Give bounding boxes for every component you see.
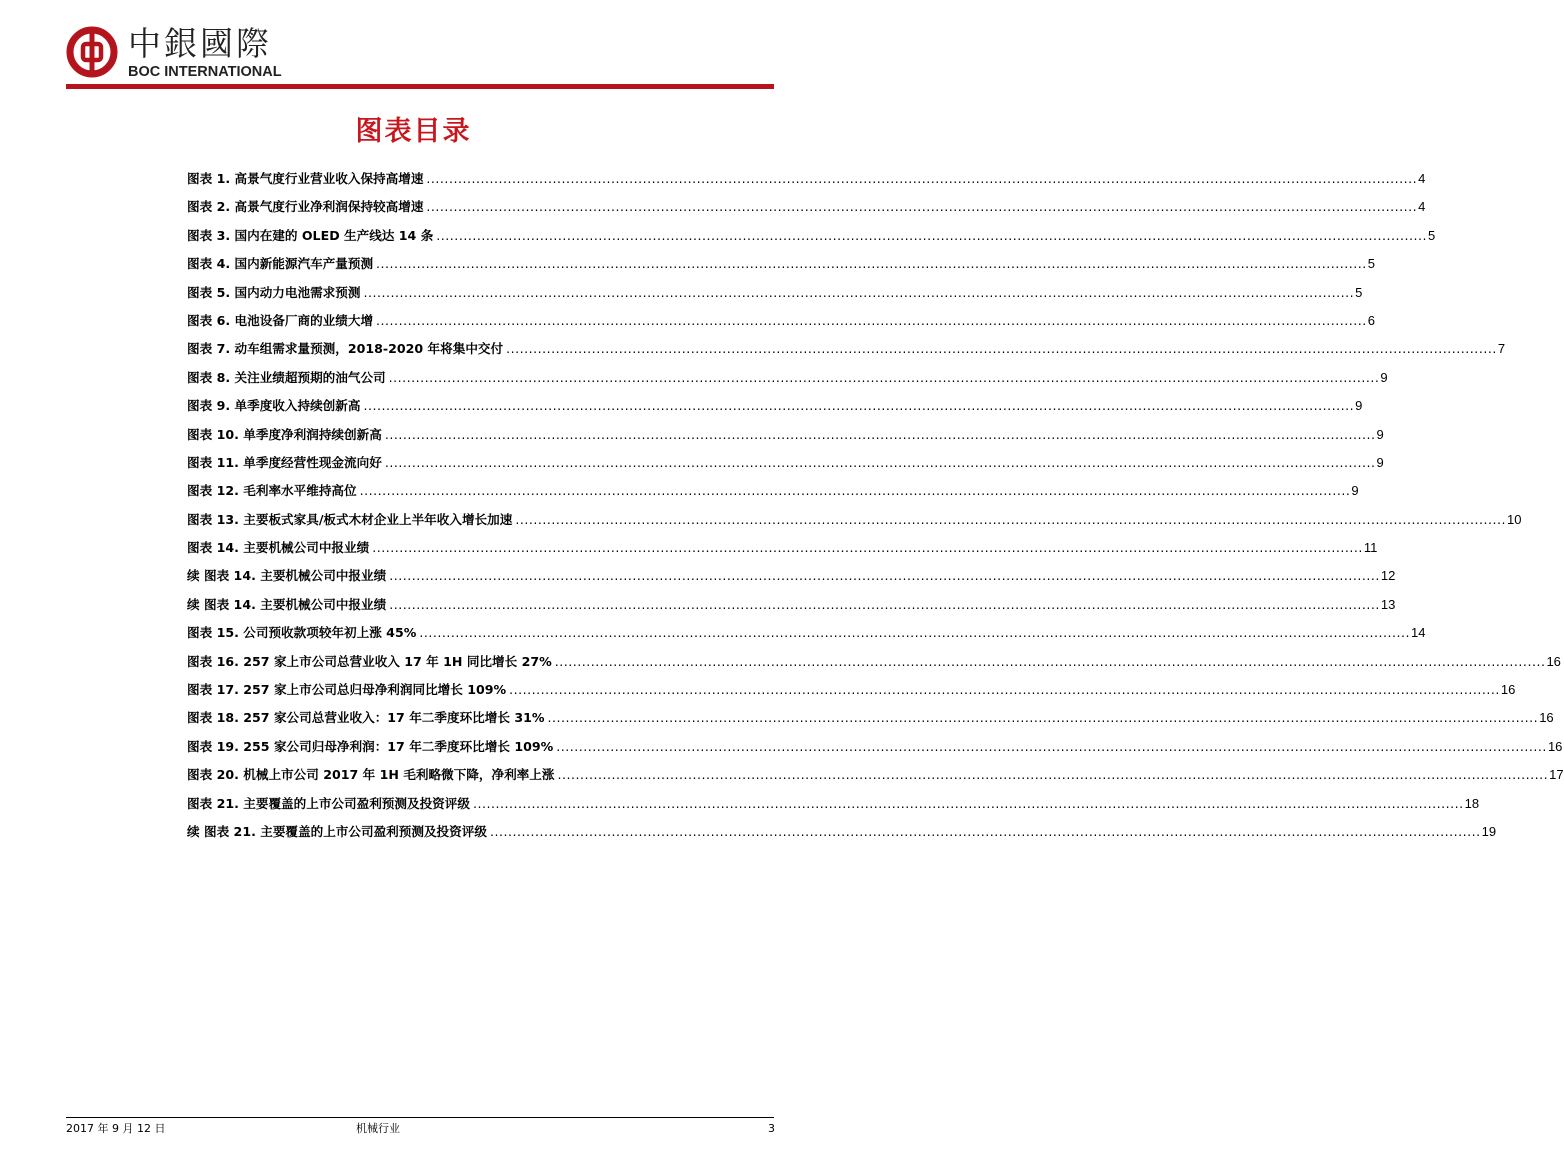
toc-leader-dots: ............................................................................................................................................................................................................................ [363,398,1355,414]
toc-entry-title: 图表 15. 公司预收款项较年初上涨 45% [187,625,417,641]
toc-entry-title: 图表 11. 单季度经营性现金流向好 [187,454,382,470]
toc-entry-title: 图表 9. 单季度收入持续创新高 [187,398,361,414]
brand-name-cn: 中銀國際 [128,24,272,63]
toc-entry-page: 9 [1355,398,1363,414]
toc-entry-page: 10 [1507,511,1522,527]
toc-entry[interactable] [187,790,1480,818]
toc-entry[interactable] [187,449,1384,477]
toc-entry-title: 图表 19. 255 家公司归母净利润：17 年二季度环比增长 109% [187,738,554,754]
toc-entry[interactable] [187,307,1375,335]
toc-leader-dots: ............................................................................................................................................................................................................................ [359,483,1351,499]
toc-entry[interactable] [187,279,1363,307]
toc-leader-dots: ............................................................................................................................................................................................................................ [556,738,1547,754]
toc-entry-title: 图表 13. 主要板式家具/板式木材企业上半年收入增长加速 [187,511,513,527]
toc-entry-title: 图表 17. 257 家上市公司总归母净利润同比增长 109% [187,682,507,698]
toc-entry[interactable] [187,648,1561,676]
toc-leader-dots: ............................................................................................................................................................................................................................ [376,312,1367,328]
toc-entry-title: 续 图表 14. 主要机械公司中报业绩 [187,596,387,612]
toc-entry-title: 图表 12. 毛利率水平维持高位 [187,483,357,499]
toc-entry-page: 9 [1351,483,1359,499]
toc-entry-page: 12 [1380,568,1396,584]
toc-leader-dots: ............................................................................................................................................................................................................................ [436,227,1427,243]
toc-entry[interactable] [187,818,1497,846]
toc-entry-page: 5 [1428,227,1436,243]
toc-leader-dots: ............................................................................................................................................................................................................................ [547,710,1539,726]
toc-entry[interactable] [187,421,1384,449]
toc-entry-title: 图表 6. 电池设备厂商的业绩大增 [187,312,374,328]
toc-entry-title: 图表 18. 257 家公司总营业收入：17 年二季度环比增长 31% [187,710,545,726]
toc-entry-page: 7 [1497,341,1506,357]
toc-entry-title: 图表 1. 高景气度行业营业收入保持高增速 [187,171,424,186]
toc-leader-dots: ............................................................................................................................................................................................................................ [506,341,1497,357]
toc-entry-page: 17 [1549,767,1564,783]
footer-page-number: 3 [768,1122,775,1135]
toc-entry[interactable] [187,534,1378,562]
toc-leader-dots: ............................................................................................................................................................................................................................ [363,284,1355,300]
toc-entry-page: 18 [1464,795,1480,811]
toc-leader-dots: ............................................................................................................................................................................................................................ [376,256,1367,272]
toc-entry-page: 16 [1539,710,1554,726]
toc-entry[interactable] [187,250,1375,278]
footer-date: 2017 年 9 月 12 日 [66,1122,166,1135]
toc-entry-page: 9 [1376,454,1384,470]
toc-entry-title: 图表 20. 机械上市公司 2017 年 1H 毛利略微下降，净利率上涨 [187,767,555,783]
toc-entry[interactable] [187,562,1396,590]
toc-entry-page: 4 [1418,171,1426,186]
page-header [66,26,774,90]
toc-entry-title: 图表 4. 国内新能源汽车产量预测 [187,256,374,272]
toc-entry[interactable] [187,733,1563,761]
toc-entry[interactable] [187,335,1506,363]
toc-entry[interactable] [187,704,1554,732]
toc-entry-title: 图表 14. 主要机械公司中报业绩 [187,540,370,556]
footer-divider [66,1117,774,1118]
toc-entry-page: 14 [1411,625,1426,641]
toc-entry-title: 图表 3. 国内在建的 OLED 生产线达 14 条 [187,227,434,243]
toc-entry[interactable] [187,676,1516,704]
toc-entry[interactable] [187,165,1426,193]
toc-entry-title: 图表 16. 257 家上市公司总营业收入 17 年 1H 同比增长 27% [187,653,552,669]
toc-entry[interactable] [187,477,1359,505]
toc-entry[interactable] [187,392,1363,420]
toc-leader-dots: ............................................................................................................................................................................................................................ [388,369,1380,385]
page-title: 图表目录 [355,116,472,147]
toc-entry[interactable] [187,619,1426,647]
toc-leader-dots: ............................................................................................................................................................................................................................ [384,454,1376,470]
toc-entry-title: 图表 5. 国内动力电池需求预测 [187,284,361,300]
toc-leader-dots: ............................................................................................................................................................................................................................ [515,511,1507,527]
toc-leader-dots: ............................................................................................................................................................................................................................ [384,426,1376,442]
toc-entry-page: 5 [1367,256,1375,272]
toc-entry[interactable] [187,591,1396,619]
toc-leader-dots: ............................................................................................................................................................................................................................ [372,540,1363,556]
toc-leader-dots: ............................................................................................................................................................................................................................ [426,199,1418,215]
toc-leader-dots: ............................................................................................................................................................................................................................ [472,795,1464,811]
table-of-contents [187,165,1564,846]
toc-entry-page: 16 [1546,653,1561,669]
toc-entry-page: 5 [1355,284,1363,300]
toc-entry-title: 图表 2. 高景气度行业净利润保持较高增速 [187,199,424,215]
toc-leader-dots: ............................................................................................................................................................................................................................ [557,767,1549,783]
toc-entry-page: 9 [1380,369,1388,385]
toc-entry-page: 9 [1376,426,1384,442]
footer-industry: 机械行业 [356,1122,400,1135]
toc-entry-page: 16 [1547,738,1563,754]
toc-entry-title: 图表 21. 主要覆盖的上市公司盈利预测及投资评级 [187,795,470,811]
toc-entry[interactable] [187,506,1522,534]
toc-entry-title: 图表 10. 单季度净利润持续创新高 [187,426,382,442]
brand-name-en: BOC INTERNATIONAL [128,64,282,80]
toc-entry-title: 续 图表 21. 主要覆盖的上市公司盈利预测及投资评级 [187,823,487,839]
toc-leader-dots: ............................................................................................................................................................................................................................ [554,653,1546,669]
toc-leader-dots: ............................................................................................................................................................................................................................ [419,625,1411,641]
toc-entry-page: 11 [1363,540,1378,556]
toc-entry-title: 续 图表 14. 主要机械公司中报业绩 [187,568,387,584]
toc-entry[interactable] [187,761,1564,789]
toc-entry-title: 图表 7. 动车组需求量预测，2018-2020 年将集中交付 [187,341,504,357]
toc-entry-page: 16 [1500,682,1516,698]
toc-entry[interactable] [187,364,1388,392]
header-divider [66,84,774,89]
toc-entry-page: 6 [1367,312,1375,328]
toc-entry-page: 4 [1418,199,1426,215]
toc-entry[interactable] [187,222,1436,250]
toc-leader-dots: ............................................................................................................................................................................................................................ [509,682,1500,698]
toc-leader-dots: ............................................................................................................................................................................................................................ [389,568,1380,584]
toc-leader-dots: ............................................................................................................................................................................................................................ [389,596,1380,612]
boc-logo-icon [66,26,118,78]
toc-entry-page: 19 [1481,823,1497,839]
toc-leader-dots: ............................................................................................................................................................................................................................ [426,171,1418,186]
toc-leader-dots: ............................................................................................................................................................................................................................ [489,823,1481,839]
toc-entry-title: 图表 8. 关注业绩超预期的油气公司 [187,369,386,385]
toc-entry-page: 13 [1380,596,1396,612]
toc-entry[interactable] [187,193,1426,221]
